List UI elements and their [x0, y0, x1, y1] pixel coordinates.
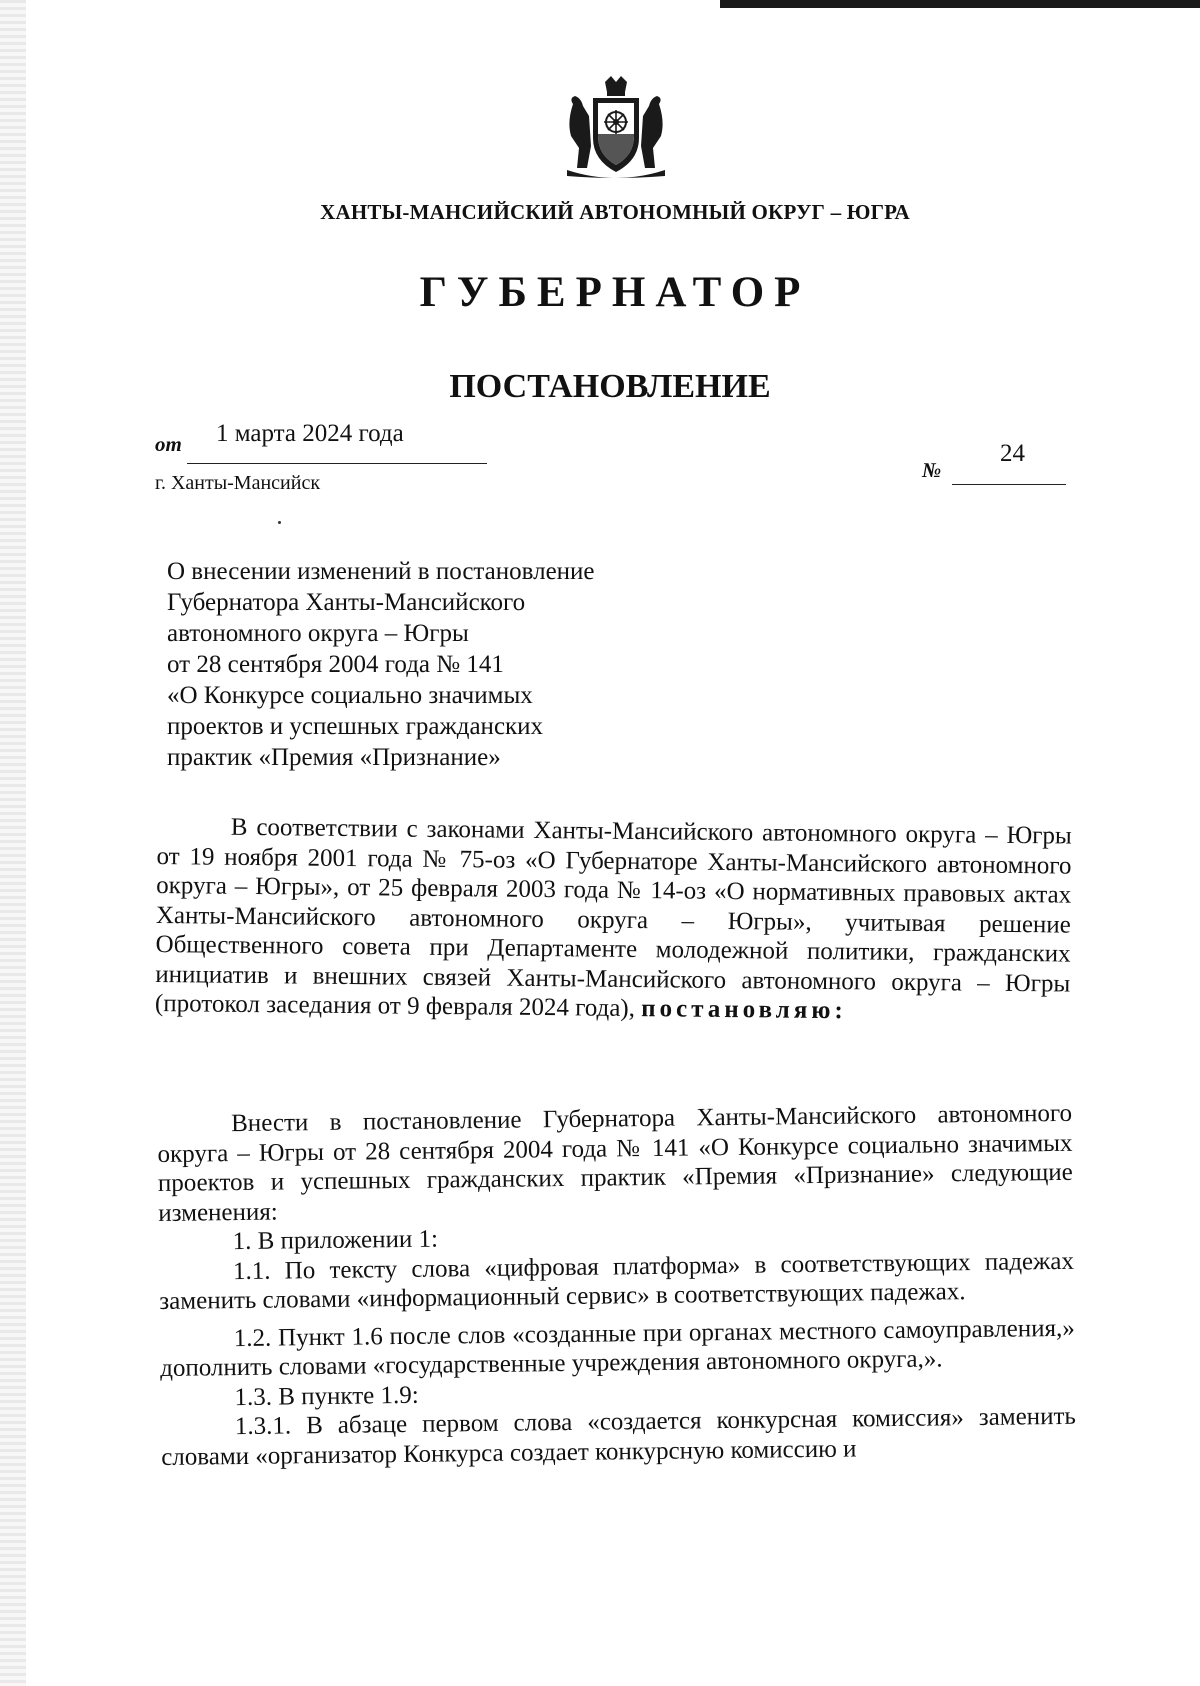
operative-section	[157, 1099, 1076, 1472]
intro-paragraph: Внести в постановление Губернатора Ханты-Мансийского автономного округа – Югры от 28 сентября 2004 года № 141 «О Конкурсе социально значимых проектов и успешных гражданских практик «Премия «Признание» следующие изменения:	[157, 1099, 1073, 1227]
coat-of-arms-emblem	[563, 76, 669, 180]
subject-line: практик «Премия «Признание»	[167, 744, 501, 771]
date-underline	[187, 463, 487, 464]
number-underline	[952, 484, 1066, 485]
subject-line: автономного округа – Югры	[167, 620, 469, 647]
scan-edge	[0, 0, 26, 1686]
subject-line: проектов и успешных гражданских	[167, 713, 544, 740]
item-1-2: 1.2. Пункт 1.6 после слов «созданные при органах местного самоуправления,» дополнить словами «государственные учреждения автономного округа,».	[159, 1314, 1075, 1382]
preamble-text: В соответствии с законами Ханты-Мансийского автономного округа – Югры от 19 ноября 2001 года № 75-оз «О Губернаторе Ханты-Мансийского автономного округа – Югры», от 25 февраля 2003 года № 14-оз «О нормативных правовых актах Ханты-Мансийского автономного округа – Югры», учитывая решение Общественного совета при Департаменте молодежной политики, гражданских инициатив и внешних связей Ханты-Мансийского автономного округа – Югры (протокол заседания от 9 февраля 2024 года),	[154, 813, 1072, 1023]
item-1-1: 1.1. По тексту слова «цифровая платформа» в соответствующих падежах заменить словами «информационный сервис» в соответствующих падежах.	[159, 1247, 1075, 1315]
document-number: 24	[1000, 440, 1025, 467]
document-subject	[167, 556, 727, 773]
preamble-paragraph	[155, 812, 1072, 1028]
scan-edge	[720, 0, 1200, 8]
resolve-word: постановляю:	[641, 995, 847, 1025]
item-1: 1. В приложении 1:	[232, 1225, 439, 1256]
subject-line: Губернатора Ханты-Мансийского	[167, 589, 526, 616]
subject-line: «О Конкурсе социально значимых	[167, 682, 533, 709]
issue-city: г. Ханты-Мансийск	[155, 472, 321, 494]
authority-heading: ГУБЕРНАТОР	[419, 269, 811, 316]
subject-line: от 28 сентября 2004 года № 141	[167, 651, 504, 678]
number-label: №	[922, 458, 942, 482]
item-1-3-1: 1.3.1. В абзаце первом слова «создается конкурсная комиссия» заменить словами «организатор Конкурса создает конкурсную комиссию и	[161, 1402, 1076, 1471]
subject-line: О внесении изменений в постановление	[167, 558, 595, 585]
item-1-3: 1.3. В пункте 1.9:	[234, 1381, 419, 1411]
document-date: 1 марта 2024 года	[216, 420, 404, 447]
scan-speck	[278, 521, 281, 524]
date-label: от	[155, 432, 182, 456]
document-type-heading: ПОСТАНОВЛЕНИЕ	[449, 368, 771, 405]
region-heading: ХАНТЫ-МАНСИЙСКИЙ АВТОНОМНЫЙ ОКРУГ – ЮГРА	[320, 200, 910, 224]
